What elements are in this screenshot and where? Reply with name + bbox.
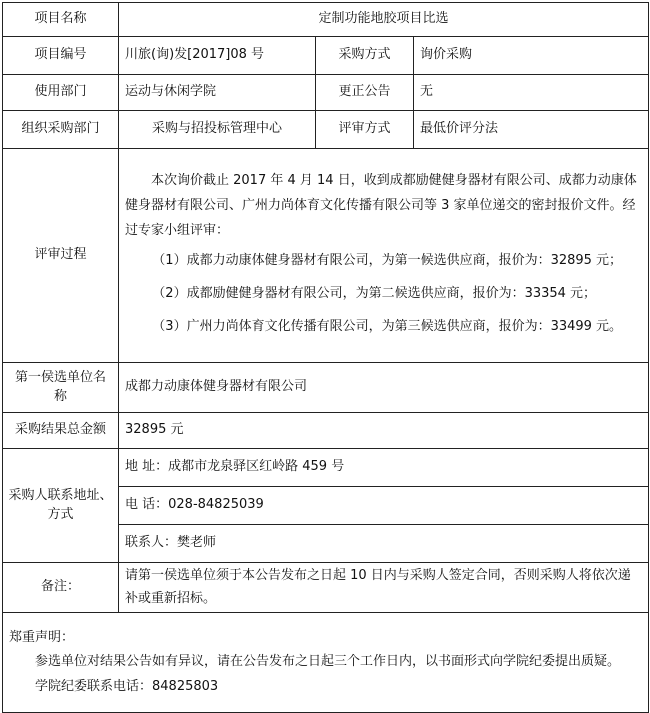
review-method-value: 最低价评分法 [414, 111, 649, 149]
purchaser-contact: 联系人：樊老师 [119, 525, 649, 563]
row-project-no [3, 37, 649, 75]
row-review-process [3, 149, 649, 363]
correction-notice-label: 更正公告 [316, 75, 414, 111]
purchaser-address: 地 址：成都市龙泉驿区红岭路 459 号 [119, 449, 649, 487]
project-name-label: 项目名称 [3, 3, 119, 37]
statement-body: 参选单位对结果公告如有异议，请在公告发布之日起三个工作日内，以书面形式向学院纪委提出质疑。 [35, 654, 621, 670]
row-first-candidate [3, 363, 649, 413]
row-department [3, 75, 649, 111]
purchaser-phone: 电 话：028-84825039 [119, 487, 649, 525]
organizer-value: 采购与招投标管理中心 [119, 111, 316, 149]
announcement-table [2, 2, 649, 713]
review-item-3: （3）广州力尚体育文化传播有限公司，为第三候选供应商，报价为：33499 元。 [152, 319, 623, 335]
row-organizer [3, 111, 649, 149]
review-process-label: 评审过程 [3, 149, 119, 363]
remarks-value: 请第一侯选单位须于本公告发布之日起 10 日内与采购人签定合同，否则采购人将依次递补或重新招标。 [119, 563, 649, 613]
department-value: 运动与休闲学院 [119, 75, 316, 111]
review-item-1: （1）成都力动康体健身器材有限公司，为第一候选供应商，报价为：32895 元； [152, 252, 623, 268]
project-no-value: 川旅(询)发[2017]08 号 [119, 37, 316, 75]
row-remarks [3, 563, 649, 613]
procurement-method-label: 采购方式 [316, 37, 414, 75]
department-label: 使用部门 [3, 75, 119, 111]
organizer-label: 组织采购部门 [3, 111, 119, 149]
review-method-label: 评审方式 [316, 111, 414, 149]
purchaser-label: 采购人联系地址、方式 [3, 449, 119, 563]
statement-title: 郑重声明： [9, 630, 75, 646]
review-item-2: （2）成都励健健身器材有限公司，为第二候选供应商，报价为：33354 元； [152, 285, 597, 301]
project-no-label: 项目编号 [3, 37, 119, 75]
remarks-label: 备注： [3, 563, 119, 613]
row-project-name [3, 3, 649, 37]
row-total-amount [3, 413, 649, 449]
row-purchaser-address [3, 449, 649, 487]
procurement-method-value: 询价采购 [414, 37, 649, 75]
project-name-value: 定制功能地胶项目比选 [119, 3, 649, 37]
total-amount-value: 32895 元 [119, 413, 649, 449]
first-candidate-value: 成都力动康体健身器材有限公司 [119, 363, 649, 413]
review-process-content [119, 149, 649, 363]
review-process-paragraph: 本次询价截止 2017 年 4 月 14 日，收到成都励健健身器材有限公司、成都力动康体健身器材有限公司、广州力尚体育文化传播有限公司等 3 家单位递交的密封报价文件。经过专家小组评审： [125, 172, 637, 239]
statement-phone: 学院纪委联系电话：84825803 [35, 678, 219, 694]
row-statement [3, 613, 649, 713]
correction-notice-value: 无 [414, 75, 649, 111]
first-candidate-label: 第一侯选单位名称 [3, 363, 119, 413]
total-amount-label: 采购结果总金额 [3, 413, 119, 449]
statement-cell [3, 613, 649, 713]
